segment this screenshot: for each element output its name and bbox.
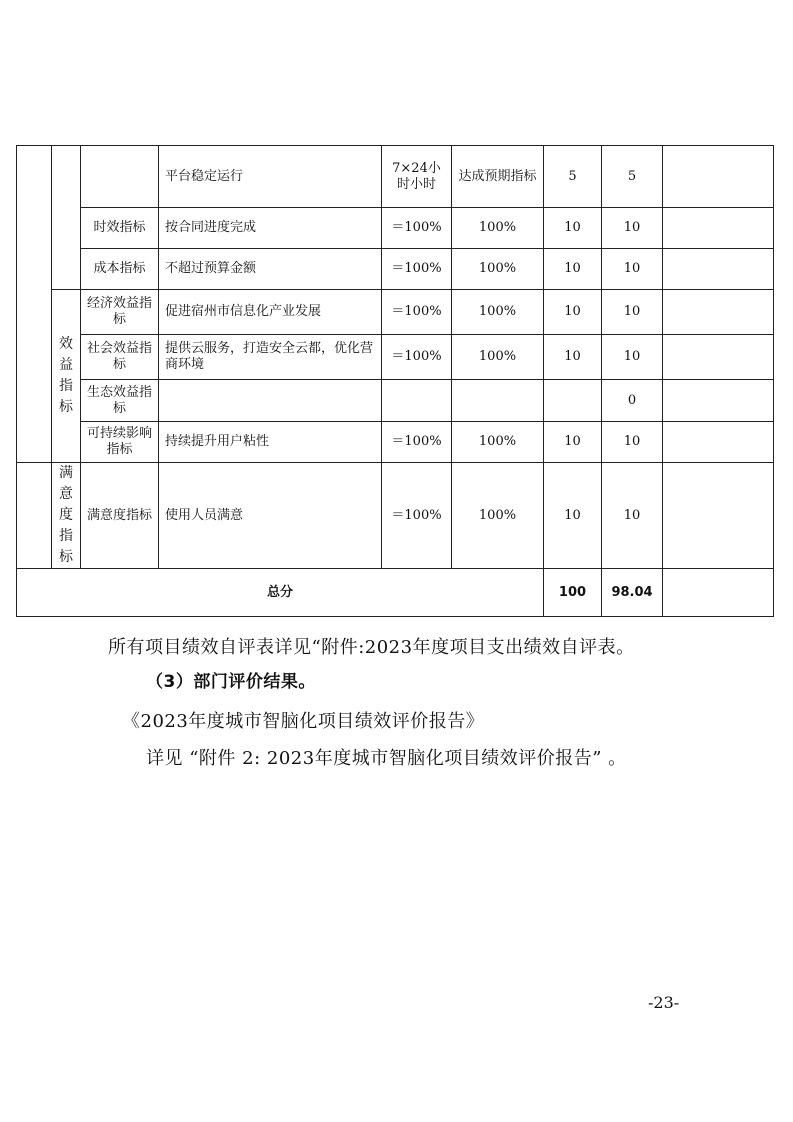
- table-row: [17, 335, 774, 380]
- level1-cell: [17, 146, 52, 463]
- target-cell: 7×24小时小时: [382, 146, 452, 208]
- weight-cell: 10: [544, 422, 602, 463]
- remark-cell: [663, 463, 774, 569]
- weight-cell: 10: [544, 208, 602, 249]
- target-cell: ＝100%: [382, 335, 452, 380]
- actual-cell: 100%: [452, 249, 544, 290]
- target-cell: ＝100%: [382, 463, 452, 569]
- actual-cell: 100%: [452, 290, 544, 335]
- weight-cell: 10: [544, 290, 602, 335]
- sub-indicator-cell: 经济效益指标: [81, 290, 159, 335]
- content-cell: 使用人员满意: [159, 463, 382, 569]
- table-row: [17, 380, 774, 422]
- level2-satisfaction-cell: 满意度指标: [52, 463, 81, 569]
- content-cell: 按合同进度完成: [159, 208, 382, 249]
- actual-cell: [452, 380, 544, 422]
- report-title: 《2023年度城市智脑化项目绩效评价报告》: [122, 711, 485, 732]
- weight-cell: 5: [544, 146, 602, 208]
- sub-indicator-cell: 满意度指标: [81, 463, 159, 569]
- weight-cell: 10: [544, 463, 602, 569]
- sub-indicator-cell: 成本指标: [81, 249, 159, 290]
- score-cell: 10: [602, 290, 663, 335]
- table-row: [17, 249, 774, 290]
- score-cell: 10: [602, 208, 663, 249]
- paragraph-self-eval: 所有项目绩效自评表详见“附件:2023年度项目支出绩效自评表。: [108, 637, 635, 658]
- table-row: [17, 422, 774, 463]
- total-row: [17, 569, 774, 617]
- content-cell: [159, 380, 382, 422]
- sub-indicator-cell: 社会效益指标: [81, 335, 159, 380]
- weight-cell: 10: [544, 249, 602, 290]
- remark-cell: [663, 146, 774, 208]
- page-number: -23-: [648, 993, 680, 1012]
- actual-cell: 达成预期指标: [452, 146, 544, 208]
- section-heading: （3）部门评价结果。: [146, 672, 316, 692]
- table-row: [17, 463, 774, 569]
- remark-cell: [663, 380, 774, 422]
- remark-cell: [663, 335, 774, 380]
- content-cell: 持续提升用户粘性: [159, 422, 382, 463]
- paragraph-attachment: 详见 “附件 2: 2023年度城市智脑化项目绩效评价报告” 。: [146, 748, 627, 769]
- content-cell: 提供云服务，打造安全云都，优化营商环境: [159, 335, 382, 380]
- score-cell: 10: [602, 335, 663, 380]
- remark-cell: [663, 208, 774, 249]
- table-row: [17, 208, 774, 249]
- actual-cell: 100%: [452, 463, 544, 569]
- total-label: 总分: [17, 569, 544, 617]
- score-cell: 0: [602, 380, 663, 422]
- target-cell: ＝100%: [382, 290, 452, 335]
- score-cell: 10: [602, 422, 663, 463]
- target-cell: ＝100%: [382, 249, 452, 290]
- actual-cell: 100%: [452, 422, 544, 463]
- remark-cell: [663, 290, 774, 335]
- performance-table: [16, 145, 774, 617]
- level2-benefit-cell: 效益指标: [52, 290, 81, 463]
- sub-indicator-cell: 时效指标: [81, 208, 159, 249]
- target-cell: ＝100%: [382, 208, 452, 249]
- total-weight: 100: [544, 569, 602, 617]
- content-cell: 平台稳定运行: [159, 146, 382, 208]
- weight-cell: 10: [544, 335, 602, 380]
- level1-cell: [17, 463, 52, 569]
- remark-cell: [663, 422, 774, 463]
- target-cell: ＝100%: [382, 422, 452, 463]
- target-cell: [382, 380, 452, 422]
- score-cell: 10: [602, 463, 663, 569]
- actual-cell: 100%: [452, 335, 544, 380]
- sub-indicator-cell: 生态效益指标: [81, 380, 159, 422]
- score-cell: 5: [602, 146, 663, 208]
- total-score: 98.04: [602, 569, 663, 617]
- weight-cell: [544, 380, 602, 422]
- total-remark: [663, 569, 774, 617]
- level2-cell: [52, 146, 81, 290]
- content-cell: 不超过预算金额: [159, 249, 382, 290]
- actual-cell: 100%: [452, 208, 544, 249]
- score-cell: 10: [602, 249, 663, 290]
- table-row: [17, 146, 774, 208]
- sub-indicator-cell: 可持续影响指标: [81, 422, 159, 463]
- sub-indicator-cell: [81, 146, 159, 208]
- content-cell: 促进宿州市信息化产业发展: [159, 290, 382, 335]
- remark-cell: [663, 249, 774, 290]
- table-row: [17, 290, 774, 335]
